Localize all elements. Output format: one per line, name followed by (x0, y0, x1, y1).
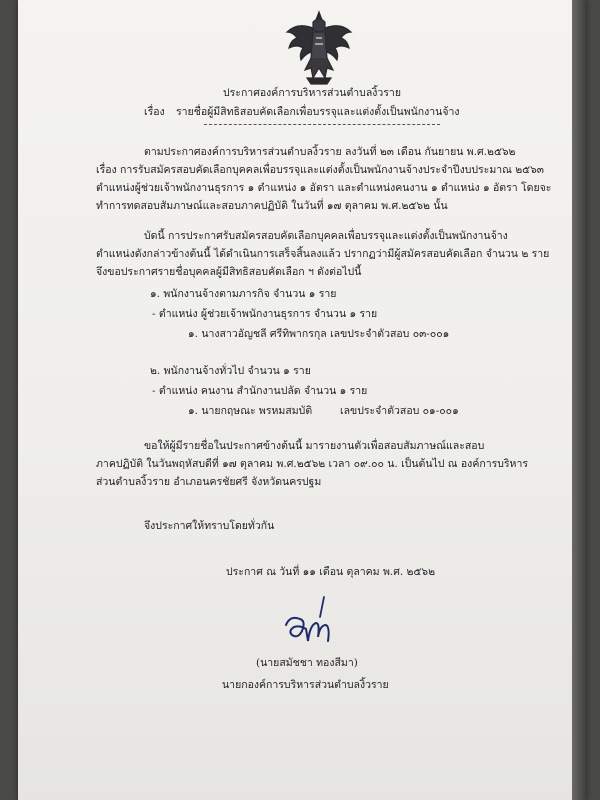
page-edge-shadow (572, 0, 586, 800)
para2-line: จึงขอประกาศรายชื่อบุคคลผู้มีสิทธิสอบคัดเลือก ฯ ดังต่อไปนี้ (96, 266, 362, 278)
para1-line: ตามประกาศองค์การบริหารส่วนตำบลงิ้วราย ลงวันที่ ๒๓ เดือน กันยายน พ.ศ.๒๕๖๒ (144, 146, 516, 158)
para2-line: บัดนี้ การประกาศรับสมัครสอบคัดเลือกบุคคลเพื่อบรรจุและแต่งตั้งเป็นพนักงานจ้าง (144, 230, 508, 242)
group1-position: - ตำแหน่ง ผู้ช่วยเจ้าพนักงานธุรการ จำนวน ๑ ราย (152, 308, 378, 320)
announce-date: ประกาศ ณ วันที่ ๑๑ เดือน ตุลาคม พ.ศ. ๒๕๖๒ (226, 566, 435, 578)
para3-line: ภาคปฏิบัติ ในวันพฤหัสบดีที่ ๑๗ ตุลาคม พ.ศ.๒๕๖๒ เวลา ๐๙.๐๐ น. เป็นต้นไป ณ องค์การบริหาร (96, 458, 528, 470)
para3-line: ขอให้ผู้มีรายชื่อในประกาศข้างต้นนี้ มารายงานตัวเพื่อสอบสัมภาษณ์และสอบ (144, 440, 485, 452)
para2-line: ตำแหน่งดังกล่าวข้างต้นนี้ ได้ดำเนินการเสร็จสิ้นลงแล้ว ปรากฏว่ามีผู้สมัครสอบคัดเลือก จำนวน ๒ ราย (96, 248, 550, 260)
group2-candidate-name: ๑. นายกฤษณะ พรหมสมบัติ (188, 405, 313, 417)
document-subject: รายชื่อผู้มีสิทธิสอบคัดเลือกเพื่อบรรจุและแต่งตั้งเป็นพนักงานจ้าง (176, 106, 460, 118)
signature-icon (280, 595, 350, 650)
group2-candidate-id: เลขประจำตัวสอบ ๐๑-๐๐๑ (340, 405, 459, 417)
para1-line: ตำแหน่งผู้ช่วยเจ้าพนักงานธุรการ ๑ ตำแหน่ง ๑ อัตรา และตำแหน่งคนงาน ๑ ตำแหน่ง ๑ อัตรา โดยจะ (96, 182, 552, 194)
para3-line: ส่วนตำบลงิ้วราย อำเภอนครชัยศรี จังหวัดนครปฐม (96, 476, 322, 488)
para1-line: ทำการทดสอบสัมภาษณ์และสอบภาคปฏิบัติ ในวันที่ ๑๗ ตุลาคม พ.ศ.๒๕๖๒ นั้น (96, 200, 448, 212)
document-title: ประกาศองค์การบริหารส่วนตำบลงิ้วราย (223, 87, 401, 99)
signer-name: (นายสมัชชา ทองสีมา) (256, 657, 358, 669)
para1-line: เรื่อง การรับสมัครสอบคัดเลือกบุคคลเพื่อบรรจุและแต่งตั้งเป็นพนักงานจ้างประจำปีงบประมาณ ๒๕๖๓ (96, 164, 544, 176)
closing-line: จึงประกาศให้ทราบโดยทั่วกัน (144, 520, 275, 532)
group1-candidate: ๑. นางสาวอัญชลี ศรีทิพากรกุล เลขประจำตัวสอบ ๐๓-๐๐๑ (188, 328, 450, 340)
group1-heading: ๑. พนักงานจ้างตามภารกิจ จำนวน ๑ ราย (150, 288, 337, 300)
garuda-emblem-icon (283, 8, 355, 86)
signer-title: นายกองค์การบริหารส่วนตำบลงิ้วราย (222, 679, 389, 691)
group2-heading: ๒. พนักงานจ้างทั่วไป จำนวน ๑ ราย (150, 365, 311, 377)
subject-label: เรื่อง (144, 106, 165, 118)
header-divider (204, 124, 440, 125)
document-page (18, 0, 586, 800)
group2-position: - ตำแหน่ง คนงาน สำนักงานปลัด จำนวน ๑ ราย (152, 385, 368, 397)
